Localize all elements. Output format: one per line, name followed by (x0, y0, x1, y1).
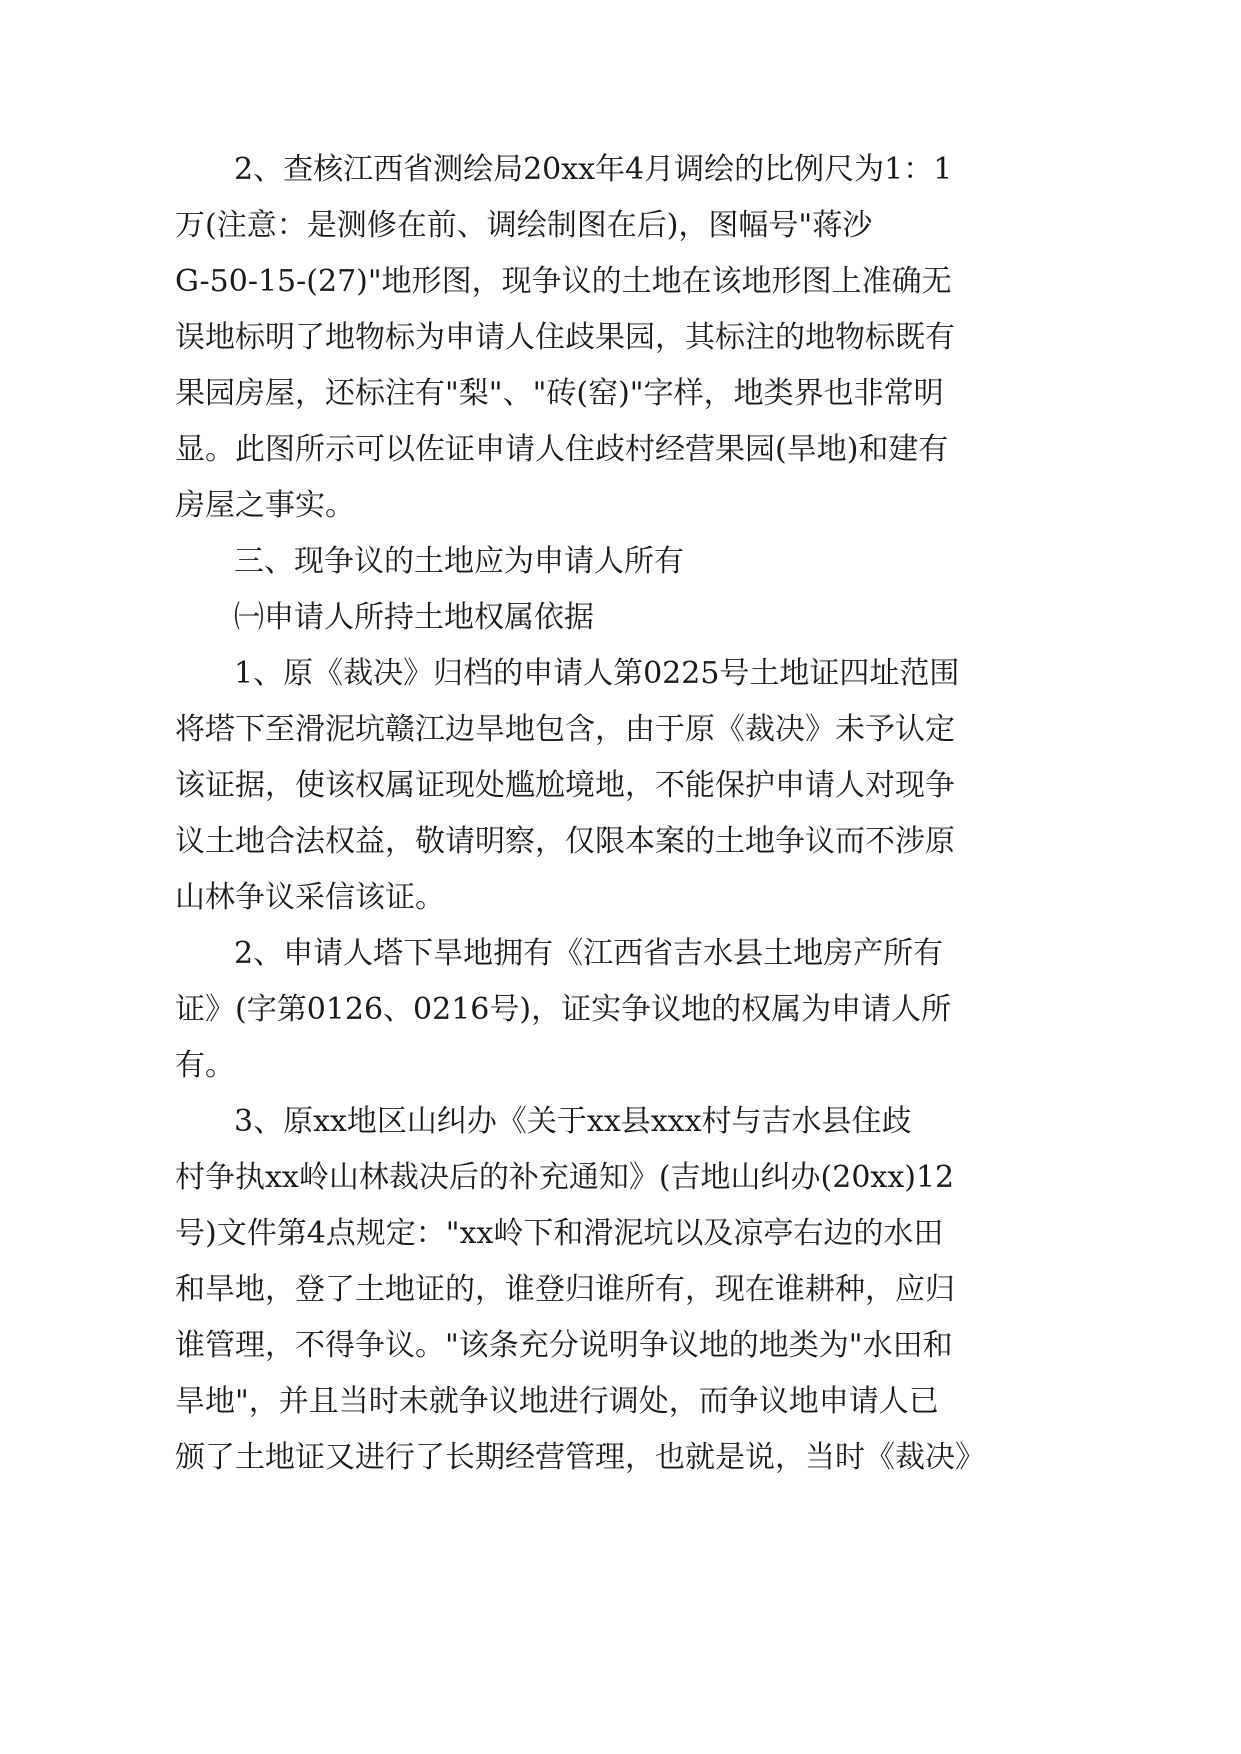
text-line (0, 1270, 1241, 1330)
text-line (0, 1046, 1241, 1106)
line-text: 和旱地，登了土地证的，谁登归谁所有，现在谁耕种，应归 (175, 1272, 955, 1307)
line-text: 谁管理，不得争议。"该条充分说明争议地的地类为"水田和 (175, 1328, 953, 1363)
text-line (0, 318, 1241, 378)
text-line (0, 486, 1241, 546)
subsection-heading: ㈠申请人所持土地权属依据 (234, 600, 594, 635)
line-text: 村争执xx岭山林裁决后的补充通知》(吉地山纠办(20xx)12 (175, 1160, 955, 1195)
line-text: 证》(字第0126、0216号)，证实争议地的权属为申请人所 (175, 992, 952, 1027)
text-line (0, 1102, 1241, 1162)
line-text: 颁了土地证又进行了长期经营管理，也就是说，当时《裁决》 (175, 1440, 985, 1475)
text-line (0, 878, 1241, 938)
line-text: 该证据，使该权属证现处尴尬境地，不能保护申请人对现争 (175, 768, 955, 803)
section-heading: 三、现争议的土地应为申请人所有 (234, 544, 684, 579)
text-line (0, 1214, 1241, 1274)
text-line (0, 206, 1241, 266)
text-line (0, 822, 1241, 882)
text-line (0, 1158, 1241, 1218)
line-text: 旱地"，并且当时未就争议地进行调处，而争议地申请人已 (175, 1384, 939, 1419)
text-line (0, 1326, 1241, 1386)
text-line (0, 934, 1241, 994)
line-text: 山林争议采信该证。 (175, 880, 445, 915)
line-text: 显。此图所示可以佐证申请人住歧村经营果园(旱地)和建有 (175, 432, 949, 467)
line-text: 2、申请人塔下旱地拥有《江西省吉水县土地房产所有 (234, 936, 944, 971)
text-line (0, 990, 1241, 1050)
line-text: 房屋之事实。 (175, 488, 355, 523)
text-line (0, 766, 1241, 826)
line-text: 号)文件第4点规定："xx岭下和滑泥坑以及凉亭右边的水田 (175, 1216, 944, 1251)
line-text: G-50-15-(27)"地形图，现争议的土地在该地形图上准确无 (175, 264, 952, 299)
line-text: 有。 (175, 1048, 235, 1083)
text-line (0, 598, 1241, 658)
line-text: 议土地合法权益，敬请明察，仅限本案的土地争议而不涉原 (175, 824, 955, 859)
text-line (0, 374, 1241, 434)
text-line (0, 430, 1241, 490)
line-text: 万(注意：是测修在前、调绘制图在后)，图幅号"蒋沙 (175, 208, 873, 243)
text-line (0, 1438, 1241, 1498)
text-line (0, 542, 1241, 602)
text-line (0, 150, 1241, 210)
line-text: 2、查核江西省测绘局20xx年4月调绘的比例尺为1：1 (234, 152, 953, 187)
text-line (0, 1382, 1241, 1442)
text-line (0, 262, 1241, 322)
line-text: 1、原《裁决》归档的申请人第0225号土地证四址范围 (234, 656, 960, 691)
text-line (0, 654, 1241, 714)
text-line (0, 710, 1241, 770)
line-text: 3、原xx地区山纠办《关于xx县xxx村与吉水县住歧 (234, 1104, 912, 1139)
line-text: 误地标明了地物标为申请人住歧果园，其标注的地物标既有 (175, 320, 955, 355)
line-text: 将塔下至滑泥坑赣江边旱地包含，由于原《裁决》未予认定 (175, 712, 955, 747)
line-text: 果园房屋，还标注有"梨"、"砖(窑)"字样，地类界也非常明 (175, 376, 944, 411)
